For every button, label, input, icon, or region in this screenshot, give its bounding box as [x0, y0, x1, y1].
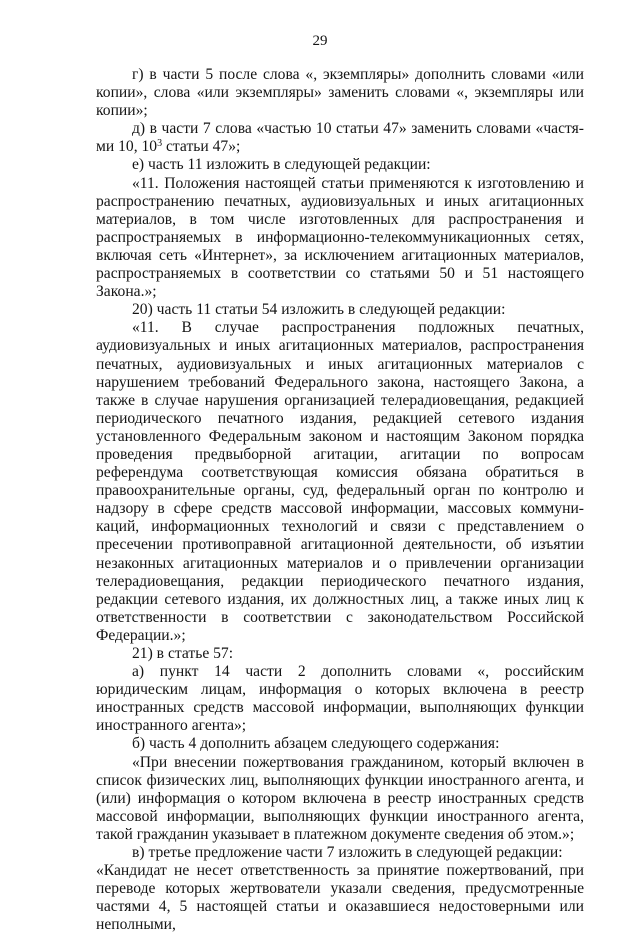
superscript: 3 [157, 138, 163, 150]
paragraph-text: статьи 47»; [162, 138, 241, 156]
paragraph-quote-donation: «При внесении пожертвования гражданином, который включен в список физических лиц, выполняющих функции иностранного агента, и (или) информация о котором включена в реестр иностранных средств массовой информации, выполняющих функции иностранного агента, такой гражданин указывает в платежном документе сведения об этом.»; [96, 753, 584, 843]
paragraph-item-e: е) часть 11 изложить в следующей редакции: [132, 156, 431, 174]
paragraph-text: д) в части 7 слова «частью 10 статьи 47» заменить словами «частями 10, 10 [96, 120, 584, 156]
paragraph-quote-11: «11. Положения настоящей статьи применяются к изготовлению и распространению печатных, аудиовизуальных и иных агитационных материалов, в том числе изготовленных для распространения и распространяемых в информационно-телекоммуникационных сетях, включая сеть «Интернет», за исключением агитационных материалов, распространяемых в соответствии со статьями 50 и 51 настоящего Закона.»; [96, 174, 584, 301]
paragraph-item-v: в) третье предложение части 7 изложить в следующей редакции: [132, 844, 563, 862]
paragraph-item-20: 20) часть 11 статьи 54 изложить в следующей редакции: [132, 301, 506, 319]
paragraph-item-a: а) пункт 14 части 2 дополнить словами «, российским юридическим лицам, информация о которых включена в реестр иностранных средств массовой информации, выполняющих функции иностранного агента»; [96, 663, 584, 735]
document-body [96, 66, 584, 935]
paragraph-item-b: б) часть 4 дополнить абзацем следующего содержания: [132, 735, 500, 753]
paragraph-item-g: г) в части 5 после слова «, экземпляры» дополнить словами «или копии», слова «или экземпляры» заменить словами «, экземпляры или копии»; [96, 66, 584, 120]
paragraph-quote-11-art54: «11. В случае распространения подложных печатных, аудиовизуальных и иных агитационных материалов, распространения печатных, аудиовизуальных и иных агитационных материалов с нарушением требований Федерального закона, настоящего Закона, а также в случае нарушения организацией телерадиовещания, редакцией периодического печатного издания, редакцией сетевого издания установленного Федеральным законом и настоящим Законом порядка проведения предвыборной агитации, агитации по вопросам референдума соответствующая комиссия обязана обратиться в правоохранительные органы, суд, федеральный орган по контролю и надзору в сфере средств массовой информации, массовых коммуникаций, информационных технологий и связи с представлением о пресечении противоправной агитационной деятельности, об изъятии незаконных агитационных материалов и о привлечении организации телерадиовещания, редакции периодического печатного издания, редакции сетевого издания, их должностных лиц, а также иных лиц к ответственности в соответствии с законодательством Российской Федерации.»; [96, 319, 584, 644]
paragraph-item-21: 21) в статье 57: [132, 645, 234, 662]
paragraph-quote-candidate: «Кандидат не несет ответственность за принятие пожертвований, при переводе которых жертвователи указали сведения, предусмотренные частями 4, 5 настоящей статьи и оказавшиеся недостоверными или неполными, [96, 862, 584, 934]
paragraph-item-d [96, 120, 584, 156]
page-number: 29 [312, 33, 328, 49]
